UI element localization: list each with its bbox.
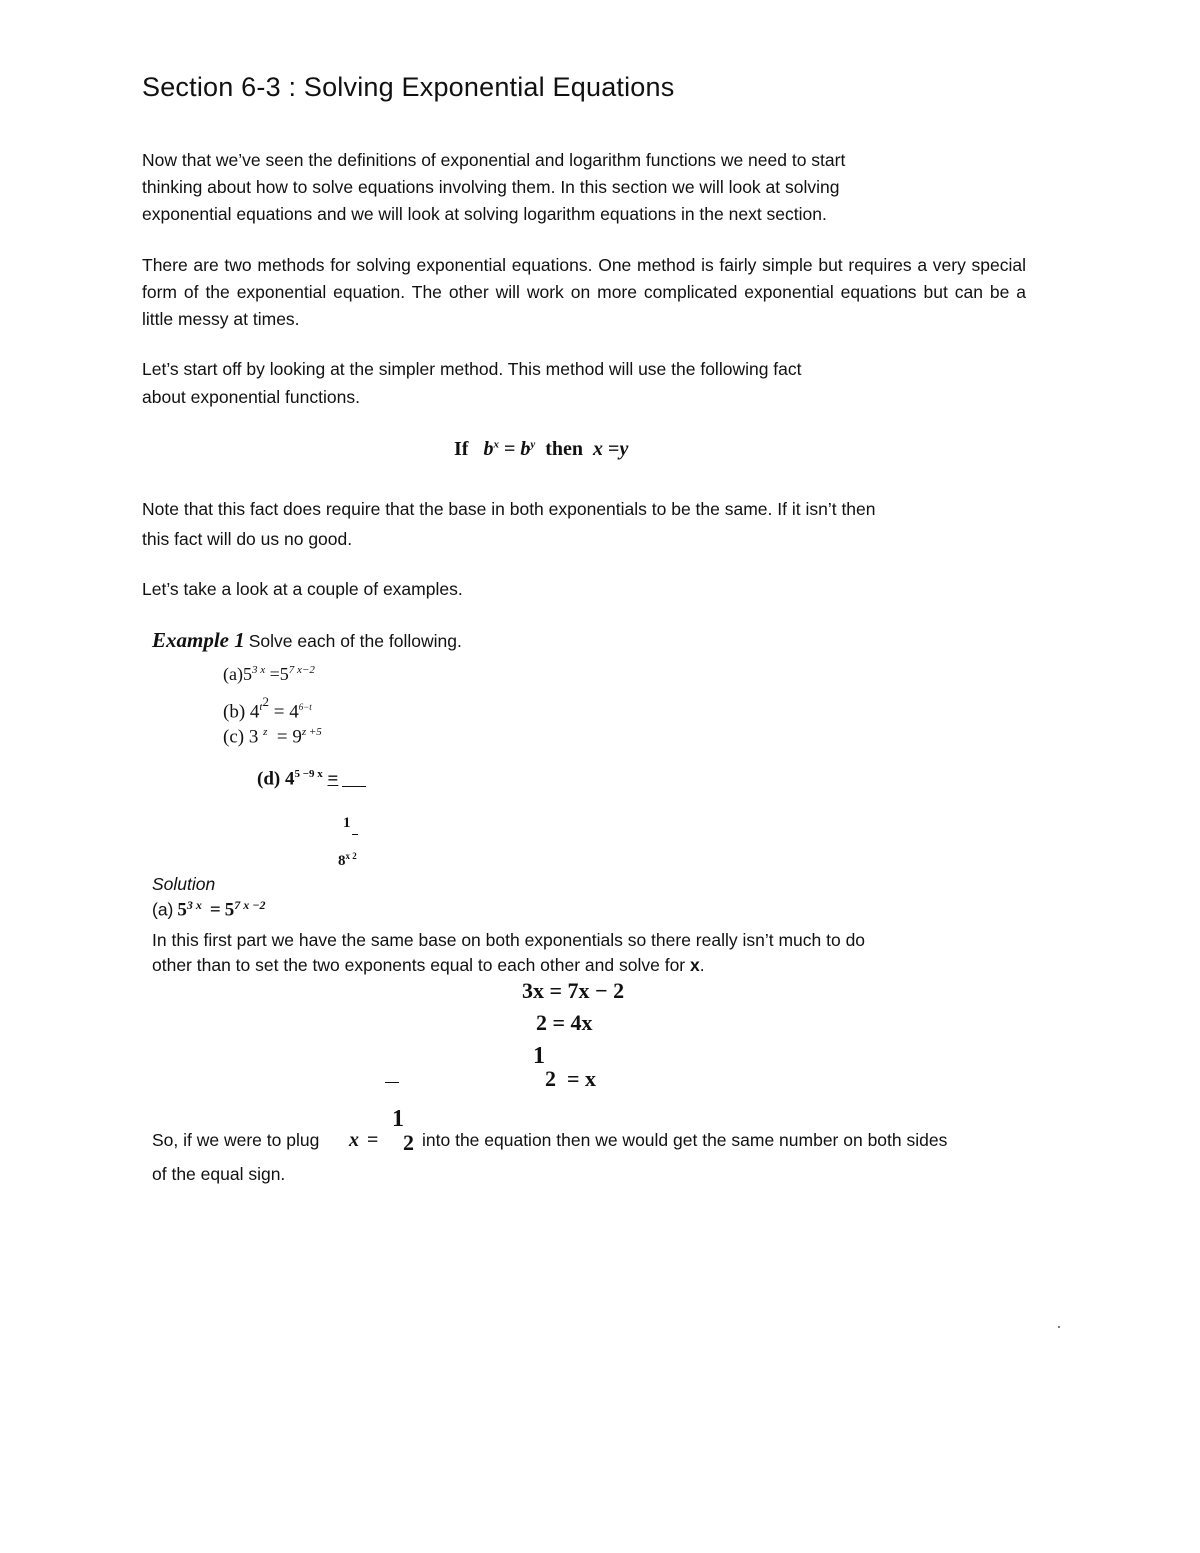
solution-text-var-x: x <box>690 955 700 975</box>
solution-a-base-2: 5 <box>224 899 235 921</box>
conclusion-equals: = <box>367 1129 379 1151</box>
example-label: Example 1 <box>152 628 245 652</box>
solution-a-label: (a) <box>152 899 174 920</box>
solution-step-2: 2 = 4x <box>536 1010 593 1035</box>
note-line-1: Note that this fact does require that the base in both exponentials to be the same. If it isn’t then <box>142 499 876 519</box>
solution-a-exp-2: 7 x −2 <box>234 898 266 912</box>
fact-equals-1: = <box>503 438 516 460</box>
conclusion-line-2: of the equal sign. <box>152 1164 286 1184</box>
intro-line-3: exponential equations and we will look at solving logarithm equations in the next section. <box>142 204 827 224</box>
part-c-equals: = <box>276 726 288 748</box>
solution-step-1: 3x = 7x − 2 <box>522 978 625 1003</box>
solution-text-line-2 <box>152 952 705 979</box>
part-c-label: (c) <box>223 726 245 748</box>
fact-var-y: y <box>619 438 629 460</box>
fact-exp-y: y <box>530 438 536 451</box>
part-c-base-2: 9 <box>292 726 302 748</box>
part-d-den-base: 8 <box>338 853 346 869</box>
solution-text-line-2-pre: other than to set the two exponents equal to each other and solve for <box>152 955 690 975</box>
part-d-small-bar <box>352 834 358 835</box>
part-d-label: (d) <box>257 768 281 790</box>
fact-equation <box>454 438 628 461</box>
part-d-den-exp: x 2 <box>345 851 357 861</box>
part-a-exp-1: 3 x <box>251 664 266 676</box>
part-b-equals: = <box>273 701 285 723</box>
part-c-exp-1: z <box>263 726 268 738</box>
part-b-exp-1-square: 2 <box>262 694 269 709</box>
step-3-numerator: 1 <box>533 1043 545 1069</box>
part-d-base-1: 4 <box>284 768 295 790</box>
part-a-base-1: 5 <box>242 664 252 684</box>
stray-dot <box>1058 1326 1060 1328</box>
part-a-base-2: 5 <box>279 664 289 684</box>
part-a-label: (a) <box>223 664 243 684</box>
part-b-label: (b) <box>223 701 246 723</box>
conclusion-pre: So, if we were to plug <box>152 1130 320 1150</box>
part-b-exp-1: t <box>259 701 263 713</box>
example-instruction: Solve each of the following. <box>248 631 462 651</box>
methods-paragraph: There are two methods for solving exponential equations. One method is fairly simple but requires a very special form of the exponential equation. The other will work on more complicated exponential equations but can be a little messy at times. <box>142 255 1026 329</box>
step-3-rest: = x <box>567 1066 597 1091</box>
part-d-numerator: 1 <box>343 815 351 831</box>
fact-then: then <box>545 438 584 460</box>
solution-heading: Solution <box>152 874 216 894</box>
fact-var-x: x <box>593 438 604 460</box>
step-3-denominator: 2 <box>545 1066 556 1091</box>
solution-text-line-1: In this first part we have the same base on both exponentials so there really isn’t much to do <box>152 930 866 950</box>
part-d-denominator <box>338 851 357 870</box>
fact-equals-2: = <box>608 438 620 460</box>
solution-part-a <box>152 898 266 921</box>
part-a-exp-2: 7 x−2 <box>288 664 315 676</box>
part-c-exp-2: z +5 <box>301 726 322 738</box>
page-title: Section 6-3 : Solving Exponential Equations <box>142 72 675 102</box>
solution-text-line-2-post: . <box>699 955 705 975</box>
conclusion-numerator: 1 <box>392 1106 404 1132</box>
fact-exp-x: x <box>493 438 499 451</box>
intro-line-1: Now that we’ve seen the definitions of exponential and logarithm functions we need to start <box>142 150 846 170</box>
example-heading <box>152 628 462 653</box>
solution-a-base-1: 5 <box>177 899 187 921</box>
example-part-b <box>223 694 312 723</box>
fact-base-1: b <box>483 438 494 460</box>
part-d-exp-1: 5 −9 x <box>294 768 323 780</box>
simpler-method-line-1: Let’s start off by looking at the simpler method. This method will use the following fact <box>142 359 802 379</box>
solution-a-equals: = <box>209 899 221 921</box>
solution-a-exp-1: 3 x <box>186 898 202 912</box>
simpler-method-line-2: about exponential functions. <box>142 387 360 407</box>
examples-intro: Let’s take a look at a couple of examples. <box>142 579 463 599</box>
part-d-fraction-bar <box>342 786 366 787</box>
part-b-base-1: 4 <box>249 701 260 723</box>
part-c-base-1: 3 <box>248 726 259 748</box>
part-b-exp-2: 6−t <box>298 702 312 712</box>
fact-if: If <box>454 438 469 460</box>
fact-base-2: b <box>520 438 531 460</box>
part-a-equals: = <box>269 664 280 684</box>
example-part-c <box>223 726 322 748</box>
example-part-d <box>257 768 338 790</box>
part-d-equals: = <box>327 768 339 790</box>
step-3-stray-bar <box>385 1082 399 1083</box>
conclusion-post: into the equation then we would get the same number on both sides <box>422 1130 948 1150</box>
example-part-a <box>223 664 315 685</box>
intro-line-2: thinking about how to solve equations involving them. In this section we will look at solving <box>142 177 840 197</box>
conclusion-var-x: x <box>349 1129 359 1151</box>
note-line-2: this fact will do us no good. <box>142 529 353 549</box>
conclusion-denominator: 2 <box>403 1130 414 1155</box>
part-b-base-2: 4 <box>289 701 299 723</box>
